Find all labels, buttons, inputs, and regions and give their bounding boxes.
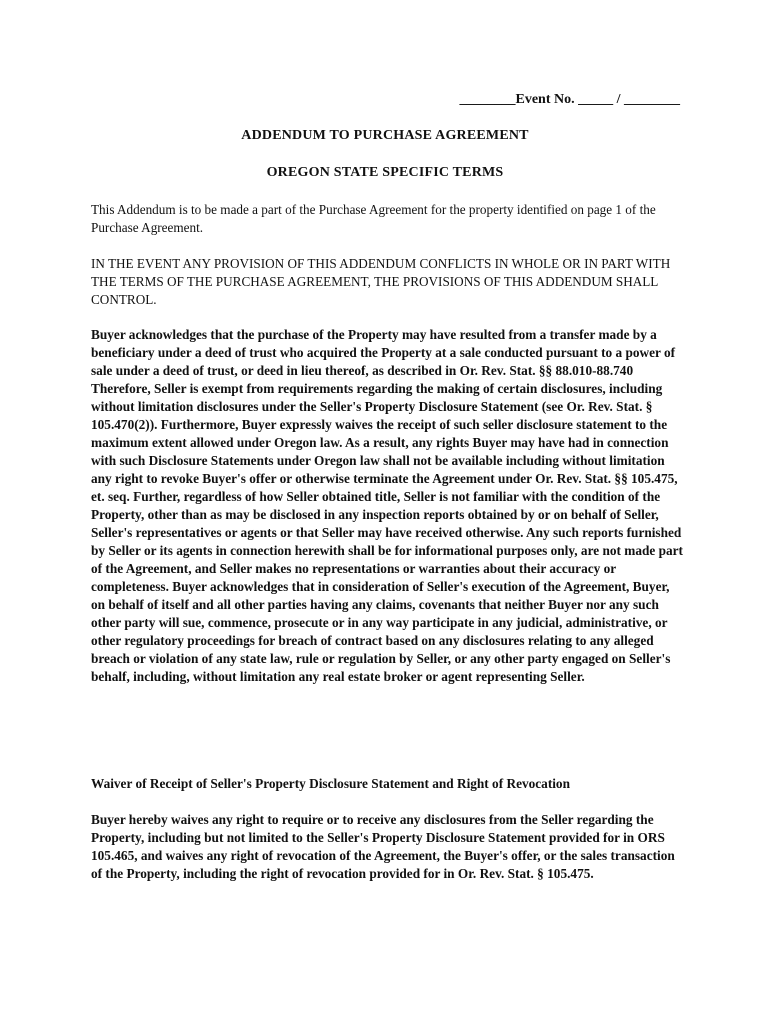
intro-paragraph: This Addendum is to be made a part of the Purchase Agreement for the property identified on page 1 of the Purchase Agreement. [91, 202, 656, 235]
waiver-paragraph: Buyer hereby waives any right to require or to receive any disclosures from the Seller regarding the Property, including but not limited to the Seller's Property Disclosure Statement provided for in ORS 105.465, and waives any right of revocation of the Agreement, the Buyer's offer, or the sales transaction of the Property, including the right of revocation provided for in Or. Rev. Stat. § 105.475. [91, 812, 675, 881]
waiver-section-title: Waiver of Receipt of Seller's Property Disclosure Statement and Right of Revocation [91, 776, 570, 791]
document-title: ADDENDUM TO PURCHASE AGREEMENT [241, 128, 529, 143]
event-number-line: ________Event No. _____ / ________ [459, 92, 680, 107]
document-subtitle: OREGON STATE SPECIFIC TERMS [266, 165, 504, 180]
conflict-clause-paragraph: IN THE EVENT ANY PROVISION OF THIS ADDENDUM CONFLICTS IN WHOLE OR IN PART WITH THE TERMS OF THE PURCHASE AGREEMENT, THE PROVISIONS OF THIS ADDENDUM SHALL CONTROL. [91, 256, 671, 307]
acknowledgement-paragraph: Buyer acknowledges that the purchase of the Property may have resulted from a transfer made by a beneficiary under a deed of trust who acquired the Property at a sale conducted pursuant to a power of sale under a deed of trust, or deed in lieu thereof, as described in Or. Rev. Stat. §§ 88.010-88.740 Therefore, Seller is exempt from requirements regarding the making of certain disclosures, including without limitation disclosures under the Seller's Property Disclosure Statement (see Or. Rev. Stat. § 105.470(2)). Furthermore, Buyer expressly waives the receipt of such seller disclosure statement to the maximum extent allowed under Oregon law. As a result, any rights Buyer may have had in connection with such Disclosure Statements under Oregon law shall not be available including without limitation any right to revoke Buyer's offer or otherwise terminate the Agreement under Or. Rev. Stat. §§ 105.475, et. seq. Further, regardless of how Seller obtained title, Seller is not familiar with the condition of the Property, other than as may be disclosed in any inspection reports obtained by or on behalf of Seller, Seller's representatives or agents or that Seller may have received otherwise. Any such reports furnished by Seller or its agents in connection herewith shall be for informational purposes only, are not made part of the Agreement, and Seller makes no representations or warranties about their accuracy or completeness. Buyer acknowledges that in consideration of Seller's execution of the Agreement, Buyer, on behalf of itself and all other parties having any claims, covenants that neither Buyer nor any such other party will sue, commence, prosecute or in any way participate in any judicial, administrative, or other regulatory proceedings for breach of contract based on any disclosures relating to any alleged breach or violation of any state law, rule or regulation by Seller, or any other party engaged on Seller's behalf, including, without limitation any real estate broker or agent representing Seller. [91, 327, 683, 684]
